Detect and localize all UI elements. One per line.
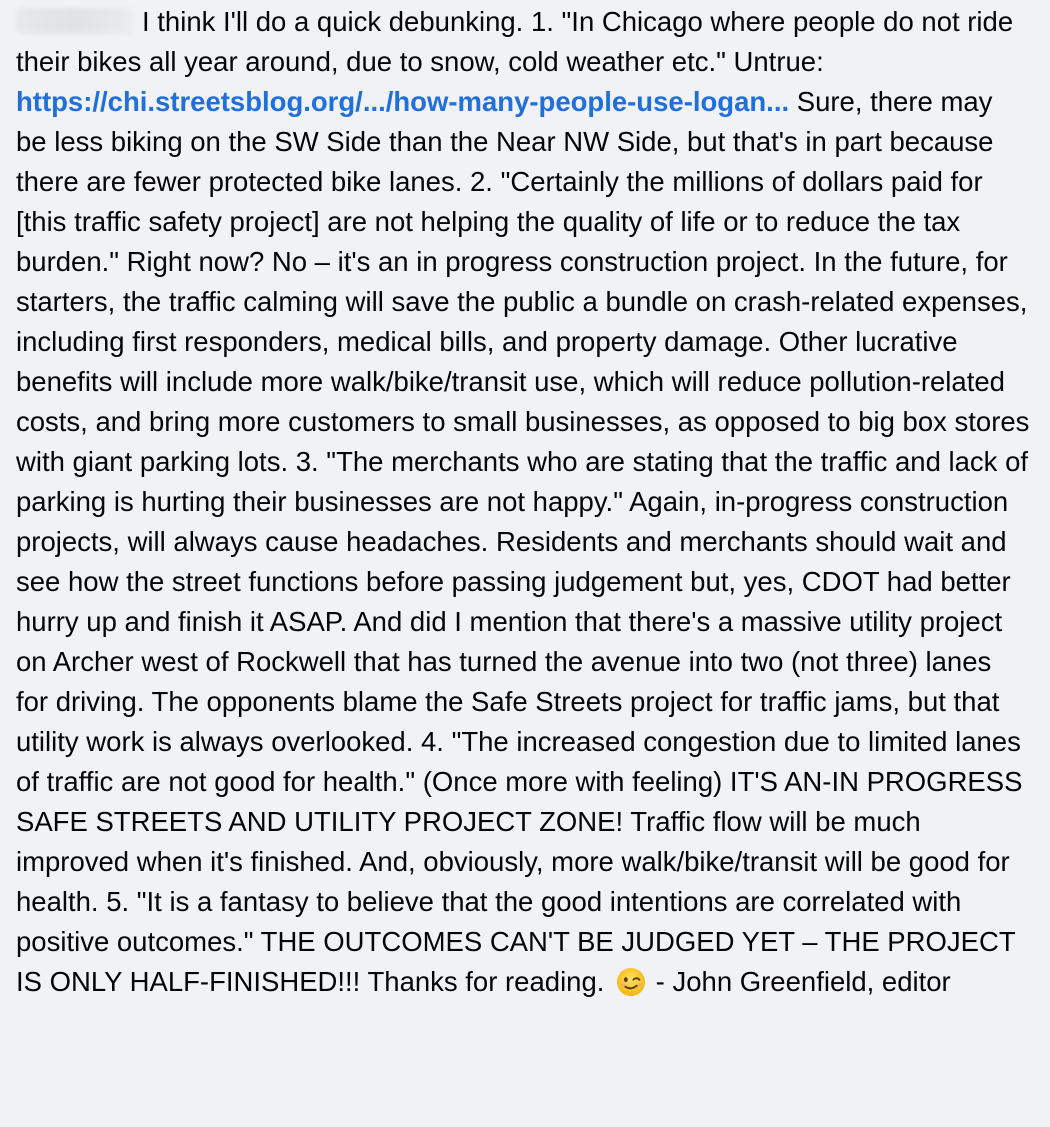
comment-text (16, 0, 1030, 1002)
comment-text-part-1: I think I'll do a quick debunking. 1. "In Chicago where people do not ride their bikes all year around, due to snow, cold weather etc." Untrue: (16, 6, 1014, 77)
comment-author-name[interactable] (16, 8, 132, 34)
winking-face-icon (616, 967, 646, 997)
streetsblog-link[interactable]: https://chi.streetsblog.org/.../how-many-people-use-logan... (16, 86, 790, 117)
comment-text-part-2: Sure, there may be less biking on the SW Side than the Near NW Side, but that's in part because there are fewer protected bike lanes. 2. "Certainly the millions of dollars paid for [this traffic safety project] are not helping the quality of life or to reduce the tax burden." Right now? No – it's an in progress construction project. In the future, for starters, the traffic calming will save the public a bundle on crash-related expenses, including first responders, medical bills, and property damage. Other lucrative benefits will include more walk/bike/transit use, which will reduce pollution-related costs, and bring more customers to small businesses, as opposed to big box stores with giant parking lots. 3. "The merchants who are stating that the traffic and lack of parking is hurting their businesses are not happy." Again, in-progress construction projects, will always cause headaches. Residents and merchants should wait and see how the street functions before passing judgement but, yes, CDOT had better hurry up and finish it ASAP. And did I mention that there's a massive utility project on Archer west of Rockwell that has turned the avenue into two (not three) lanes for driving. The opponents blame the Safe Streets project for traffic jams, but that utility work is always overlooked. 4. "The increased congestion due to limited lanes of traffic are not good for health." (Once more with feeling) IT'S AN-IN PROGRESS SAFE STREETS AND UTILITY PROJECT ZONE! Traffic flow will be much improved when it's finished. And, obviously, more walk/bike/transit will be good for health. 5. "It is a fantasy to believe that the good intentions are correlated with positive outcomes." THE OUTCOMES CAN'T BE JUDGED YET – THE PROJECT IS ONLY HALF-FINISHED!!! Thanks for reading. (16, 86, 1030, 997)
comment-signature: - John Greenfield, editor (648, 966, 951, 997)
